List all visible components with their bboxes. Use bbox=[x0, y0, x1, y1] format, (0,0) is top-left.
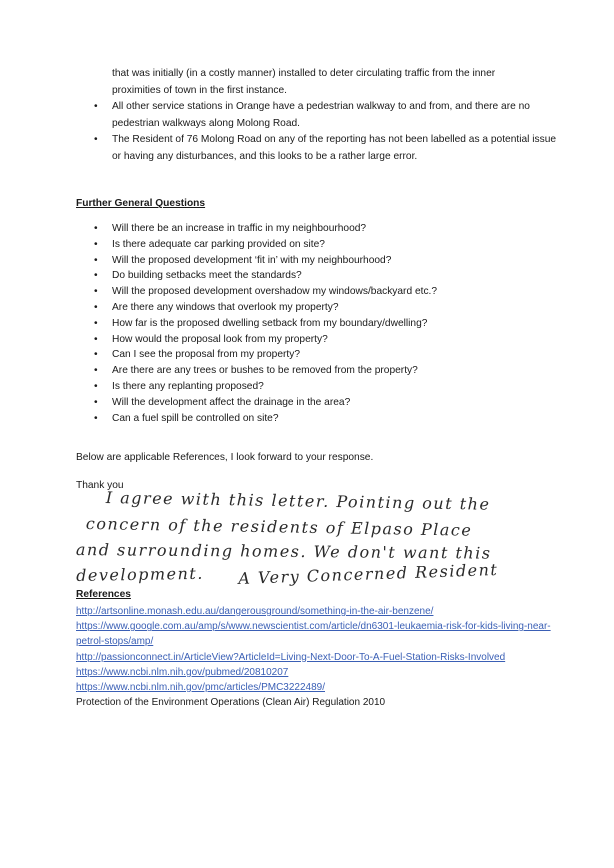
further-questions-heading: Further General Questions bbox=[76, 198, 206, 209]
bullet-icon: • bbox=[94, 396, 98, 408]
bullet-icon: • bbox=[94, 333, 98, 345]
bullet-icon: • bbox=[94, 270, 98, 282]
continued-line-1: that was initially (in a costly manner) installed to deter circulating traffic from the inner bbox=[112, 68, 496, 79]
intro-bullet-text: The Resident of 76 Molong Road on any of the reporting has not been labelled as a potential issue or having any disturbances, and this looks to be a rather large error. bbox=[112, 134, 557, 162]
bullet-icon: • bbox=[94, 301, 98, 313]
thank-you: Thank you bbox=[76, 480, 124, 491]
reference-link[interactable]: https://www.ncbi.nlm.nih.gov/pmc/articles/PMC3222489/ bbox=[76, 682, 325, 694]
bullet-icon: • bbox=[94, 365, 98, 377]
handwritten-signoff: A Very Concerned Resident bbox=[238, 559, 499, 588]
bullet-icon: • bbox=[94, 134, 98, 145]
handwritten-line-1: I agree with this letter. Pointing out the bbox=[105, 488, 491, 514]
reference-link[interactable]: http://artsonline.monash.edu.au/dangerousground/something-in-the-air-benzene/ bbox=[76, 606, 434, 617]
bullet-icon: • bbox=[94, 223, 98, 234]
handwritten-line-4: development. bbox=[76, 563, 204, 585]
list-item: • Is there adequate car parking provided on site? bbox=[94, 237, 437, 253]
list-item: • Is there any replanting proposed? bbox=[94, 379, 437, 395]
bullet-icon: • bbox=[94, 101, 98, 112]
continued-paragraph bbox=[112, 66, 552, 99]
bullet-icon: • bbox=[94, 412, 98, 424]
list-item: • Can I see the proposal from my property? bbox=[94, 347, 437, 363]
list-item: • Will there be an increase in traffic in my neighbourhood? bbox=[94, 221, 437, 237]
list-item: • Do building setbacks meet the standards? bbox=[94, 268, 437, 284]
references-intro: Below are applicable References, I look forward to your response. bbox=[76, 452, 374, 463]
bullet-icon: • bbox=[94, 254, 98, 266]
bullet-icon: • bbox=[94, 238, 98, 250]
continued-line-2: proximities of town in the first instance. bbox=[112, 84, 287, 96]
handwritten-line-2: concern of the residents of Elpaso Place bbox=[85, 514, 473, 540]
bullet-icon: • bbox=[94, 317, 98, 329]
list-item: • Are there any windows that overlook my property? bbox=[94, 300, 437, 316]
list-item: • Will the proposed development ‘fit in’ with my neighbourhood? bbox=[94, 253, 437, 269]
list-item: • Are there are any trees or bushes to be removed from the property? bbox=[94, 363, 437, 379]
bullet-icon: • bbox=[94, 349, 98, 361]
questions-list bbox=[94, 221, 437, 426]
references-list bbox=[76, 604, 556, 710]
list-item: • How far is the proposed dwelling setback from my boundary/dwelling? bbox=[94, 316, 437, 332]
intro-bullet-text: All other service stations in Orange have a pedestrian walkway to and from, and there are no pedestrian walkways along Molong Road. bbox=[112, 101, 530, 129]
reference-link[interactable]: https://www.ncbi.nlm.nih.gov/pubmed/20810207 bbox=[76, 666, 289, 678]
regulation-reference: Protection of the Environment Operations (Clean Air) Regulation 2010 bbox=[76, 697, 386, 709]
reference-link[interactable]: https://www.google.com.au/amp/s/www.newscientist.com/article/dn6301-leukaemia-risk-for-kids-living-near-petrol-stops/amp/ bbox=[76, 621, 551, 648]
list-item: • Can a fuel spill be controlled on site? bbox=[94, 411, 437, 427]
list-item: • Will the development affect the drainage in the area? bbox=[94, 395, 437, 411]
handwritten-line-3: and surrounding homes. We don't want this bbox=[75, 540, 492, 563]
bullet-icon: • bbox=[94, 380, 98, 392]
references-heading: References bbox=[76, 589, 131, 600]
list-item: • How would the proposal look from my property? bbox=[94, 332, 437, 348]
reference-link[interactable]: http://passionconnect.in/ArticleView?ArticleId=Living-Next-Door-To-A-Fuel-Station-Risks-Involved bbox=[76, 651, 506, 663]
bullet-icon: • bbox=[94, 286, 98, 298]
list-item: • Will the proposed development overshadow my windows/backyard etc.? bbox=[94, 284, 437, 300]
